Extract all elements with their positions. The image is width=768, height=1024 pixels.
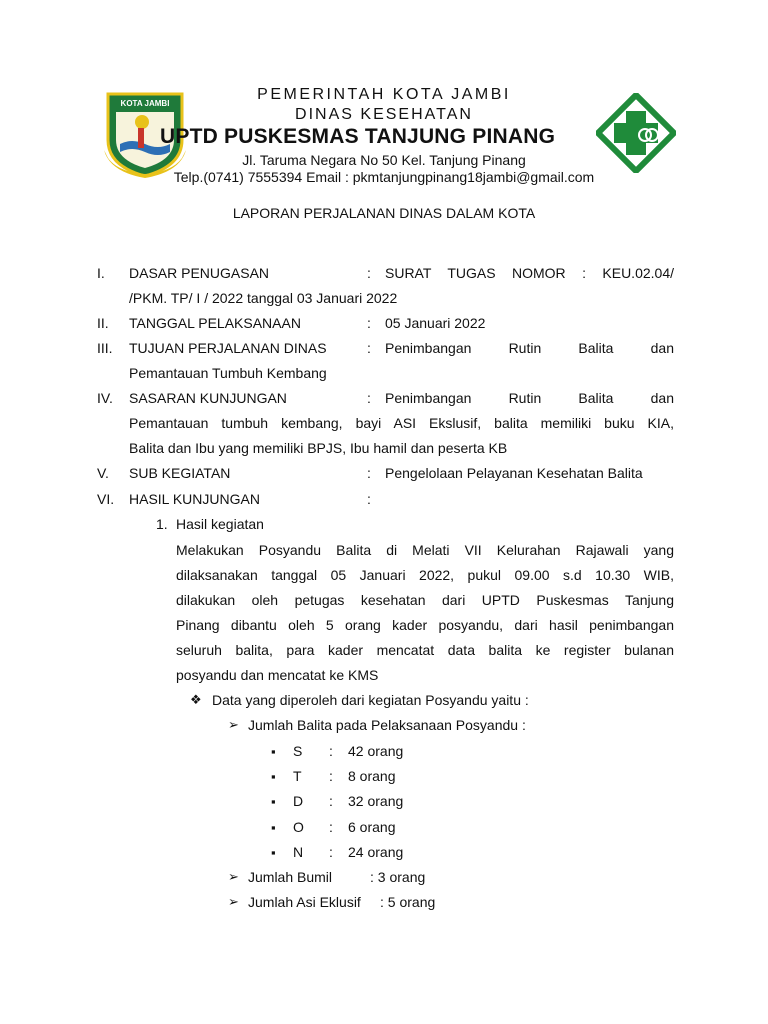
section-number: III.: [97, 340, 113, 356]
balita-separator: :: [329, 819, 333, 835]
section-number: V.: [97, 465, 109, 481]
square-bullet-icon: ▪: [271, 744, 276, 759]
balita-code: S: [293, 743, 303, 759]
header-institution: UPTD PUSKESMAS TANJUNG PINANG: [160, 125, 556, 148]
balita-heading: Jumlah Balita pada Pelaksanaan Posyandu :: [248, 717, 526, 733]
section-continuation: Balita dan Ibu yang memiliki BPJS, Ibu hamil dan peserta KB: [129, 440, 508, 456]
result-item-label: Hasil kegiatan: [176, 516, 264, 532]
diamond-bullet-icon: ❖: [190, 692, 202, 707]
section-continuation: Pemantauan Tumbuh Kembang: [129, 365, 327, 381]
asi-label: Jumlah Asi Eklusif: [248, 894, 361, 910]
balita-separator: :: [329, 743, 333, 759]
section-value: Penimbangan Rutin Balita dan: [385, 390, 674, 406]
section-separator: :: [367, 465, 371, 481]
data-heading: Data yang diperoleh dari kegiatan Posyandu yaitu :: [212, 692, 529, 708]
paragraph-line: seluruh balita, para kader mencatat data balita ke register bulanan: [176, 642, 674, 658]
balita-code: T: [293, 768, 302, 784]
paragraph-line: Pinang dibantu oleh 5 orang kader posyandu, dari hasil penimbangan: [176, 617, 674, 633]
result-item-number: 1.: [156, 516, 168, 532]
section-separator: :: [367, 390, 371, 406]
section-number: I.: [97, 265, 105, 281]
balita-value: 42 orang: [348, 743, 404, 759]
balita-code: O: [293, 819, 304, 835]
section-label: TUJUAN PERJALANAN DINAS: [129, 340, 327, 356]
section-separator: :: [367, 265, 371, 281]
section-number: II.: [97, 315, 109, 331]
square-bullet-icon: ▪: [271, 820, 276, 835]
section-label: SASARAN KUNJUNGAN: [129, 390, 287, 406]
arrow-bullet-icon: ➢: [228, 717, 239, 732]
document-title: LAPORAN PERJALANAN DINAS DALAM KOTA: [232, 205, 536, 221]
balita-value: 32 orang: [348, 793, 404, 809]
section-continuation: Pemantauan tumbuh kembang, bayi ASI Ekslusif, balita memiliki buku KIA,: [129, 415, 674, 431]
arrow-bullet-icon: ➢: [228, 869, 239, 884]
balita-separator: :: [329, 793, 333, 809]
square-bullet-icon: ▪: [271, 845, 276, 860]
header-department: DINAS KESEHATAN: [295, 106, 473, 123]
crest-label: KOTA JAMBI: [120, 99, 170, 108]
balita-separator: :: [329, 844, 333, 860]
header-government: PEMERINTAH KOTA JAMBI: [257, 86, 511, 103]
balita-value: 8 orang: [348, 768, 396, 784]
section-value: Pengelolaan Pelayanan Kesehatan Balita: [385, 465, 643, 481]
balita-value: 6 orang: [348, 819, 396, 835]
balita-code: D: [293, 793, 304, 809]
paragraph-line: dilaksanakan tanggal 05 Januari 2022, pukul 09.00 s.d 10.30 WIB,: [176, 567, 674, 583]
square-bullet-icon: ▪: [271, 769, 276, 784]
section-separator: :: [367, 315, 371, 331]
arrow-bullet-icon: ➢: [228, 894, 239, 909]
section-label: TANGGAL PELAKSANAAN: [129, 315, 301, 331]
section-number: IV.: [97, 390, 113, 406]
asi-value: : 5 orang: [380, 894, 436, 910]
section-label: SUB KEGIATAN: [129, 465, 231, 481]
section-number: VI.: [97, 491, 115, 507]
bumil-value: : 3 orang: [370, 869, 426, 885]
section-separator: :: [367, 491, 371, 507]
section-value: 05 Januari 2022: [385, 315, 486, 331]
paragraph-line: dilakukan oleh petugas kesehatan dari UPTD Puskesmas Tanjung: [176, 592, 674, 608]
header-address: Jl. Taruma Negara No 50 Kel. Tanjung Pinang: [242, 152, 526, 168]
balita-separator: :: [329, 768, 333, 784]
square-bullet-icon: ▪: [271, 794, 276, 809]
section-value: SURAT TUGAS NOMOR : KEU.02.04/: [385, 265, 674, 281]
paragraph-line: Melakukan Posyandu Balita di Melati VII Kelurahan Rajawali yang: [176, 542, 674, 558]
paragraph-line: posyandu dan mencatat ke KMS: [176, 667, 379, 683]
bumil-label: Jumlah Bumil: [248, 869, 333, 885]
section-label: HASIL KUNJUNGAN: [129, 491, 260, 507]
section-separator: :: [367, 340, 371, 356]
balita-value: 24 orang: [348, 844, 404, 860]
section-value: Penimbangan Rutin Balita dan: [385, 340, 674, 356]
header-contact: Telp.(0741) 7555394 Email : pkmtanjungpinang18jambi@gmail.com: [173, 169, 595, 185]
balita-code: N: [293, 844, 304, 860]
section-continuation: /PKM. TP/ I / 2022 tanggal 03 Januari 2022: [129, 290, 398, 306]
section-label: DASAR PENUGASAN: [129, 265, 270, 281]
